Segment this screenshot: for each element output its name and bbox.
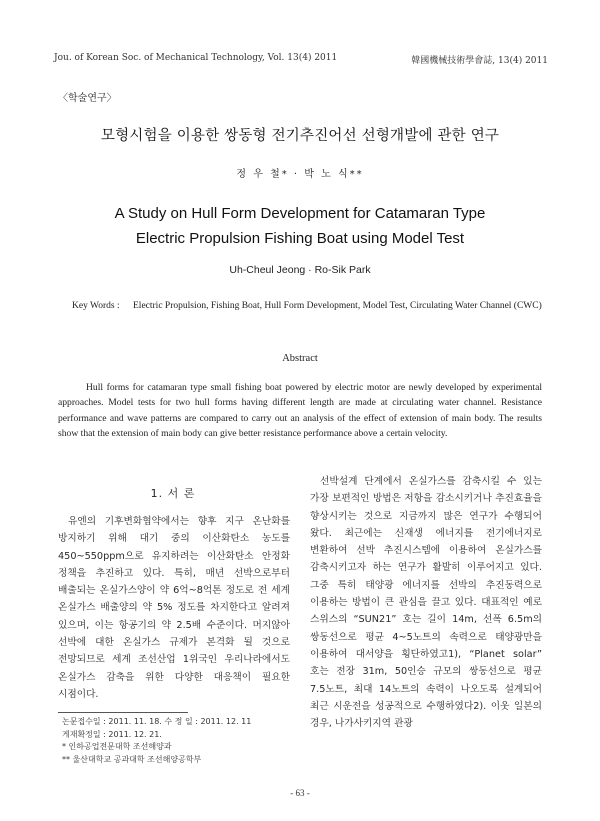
abstract-body: Hull forms for catamaran type small fishing boat powered by electric motor are newly developed by experimental approaches. Model tests for two hull forms having different length are made at circulating water channel. Resistance performance and wave patterns are compared to carry out an analysis of the effect of extension of main body. The results show that the extension of main body can give better resistance performance above a certain velocity. [58,382,542,440]
section-tag: 〈학술연구〉 [58,93,117,104]
page-number: - 63 - [290,788,310,798]
footnote-affiliation-1: * 인하공업전문대학 조선해양과 [62,742,172,751]
body-left-column: 유엔의 기후변화협약에서는 향후 지구 온난화를 방지하기 위해 대기 중의 이산화탄소 농도를 450~550ppm으로 유지하려는 이산화탄소 안정화 정책을 추진하고 있다. 특히, 매년 선박으로부터 배출되는 온실가스양이 약 6억~8억톤 정도로 전 세계 온실가스 배출양의 약 5% 정도를 차지한다고 알려져 있으며, 이는 항공기의 약 2.5배 수준이다. 머지않아 선박에 대한 온실가스 규제가 본격화 될 것으로 전망되므로 세계 조선산업 1위국인 우리나라에서도 온실가스 감축을 위한 다양한 대응책이 필요한 시점이다. [58,516,290,700]
journal-header-english: Jou. of Korean Soc. of Mechanical Technology, Vol. 13(4) 2011 [54,53,338,63]
english-title-line1: A Study on Hull Form Development for Catamaran Type [114,205,486,222]
korean-authors: 정 우 철* · 박 노 식** [236,169,364,180]
abstract-title: Abstract [282,353,318,364]
body-right-column: 선박설계 단계에서 온실가스를 감축시킬 수 있는 가장 보편적인 방법은 저항을 감소시키거나 추진효율을 향상시키는 것으로 지금까지 많은 연구가 수행되어 왔다. 최근에는 신재생 에너지를 전기에너지로 변환하여 선박 추진시스템에 이용하여 온실가스를 감축시키고자 하는 연구가 활발히 이루어지고 있다. 그중 특히 태양광 에너지를 선박의 추진동력으로 이용하는 방법이 큰 관심을 끌고 있다. 대표적인 예로 스위스의 “SUN21” 호는 길이 14m, 선폭 6.5m의 쌍동선으로 평균 4~5노트의 속력으로 태양광만을 이용하여 대서양을 횡단하였고1), “Planet solar” 호는 전장 31m, 50인승 규모의 쌍동선으로 평균 7.5노트, 최대 14노트의 속력이 나오도록 설계되어 최근 시운전을 성공적으로 수행하였다2). 이웃 일본의 경우, 나가사키지역 관광 [310,476,542,730]
section1-heading: 1. 서 론 [150,487,196,500]
footnote-divider [58,712,188,713]
english-title-line2: Electric Propulsion Fishing Boat using Model Test [135,230,465,247]
english-authors: Uh-Cheul Jeong · Ro-Sik Park [229,264,371,276]
footnote-accepted: 게재확정일 : 2011. 12. 21. [62,729,162,739]
journal-header-chinese: 韓國機械技術學會誌, 13(4) 2011 [411,56,548,66]
footnote-received: 논문접수일 : 2011. 11. 18. 수 정 일 : 2011. 12. 11 [62,717,252,726]
keywords-block [72,299,542,313]
korean-title: 모형시험을 이용한 쌍동형 전기추진어선 선형개발에 관한 연구 [100,128,500,144]
keywords-text: Electric Propulsion, Fishing Boat, Hull Form Development, Model Test, Circulating Water Channel (CWC) [133,301,542,311]
footnotes [62,716,302,766]
keywords-label: Key Words : [72,301,120,311]
footnote-affiliation-2: ** 울산대학교 공과대학 조선해양공학부 [62,754,202,764]
